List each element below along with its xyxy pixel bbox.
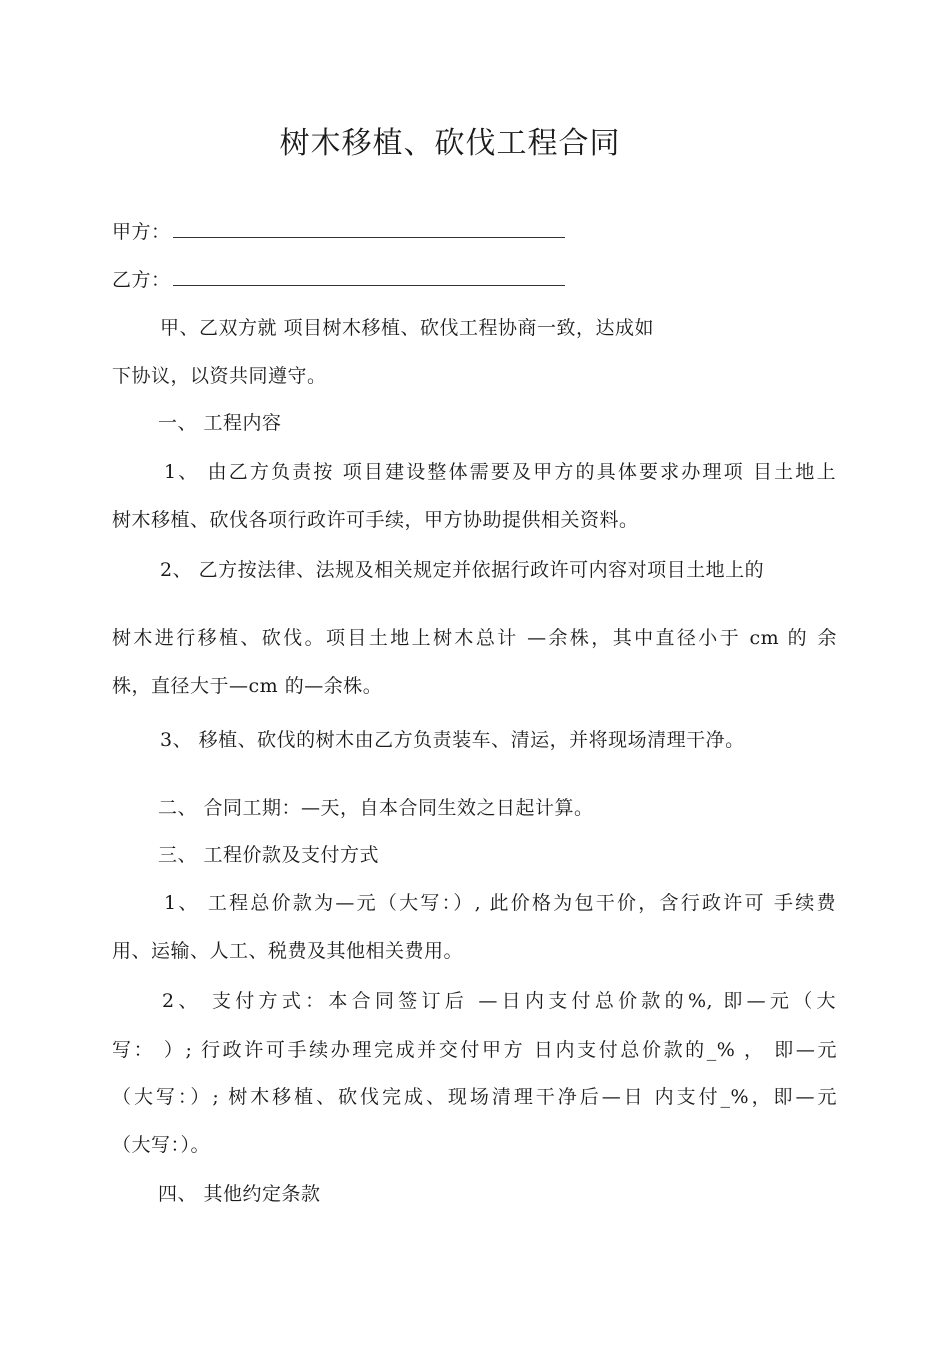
document-title: 树木移植、砍伐工程合同 (279, 126, 621, 161)
clause-3-2-line-2: 写： ）; 行政许可手续办理完成并交付甲方 日内支付总价款的_% ， 即—元 (112, 1039, 837, 1061)
clause-1-1-line-1: 1、 由乙方负责按 项目建设整体需要及甲方的具体要求办理项 目土地上 (164, 461, 836, 483)
clause-1-2-line-3: 株，直径大于—cm 的—余株。 (112, 675, 383, 697)
clause-1-1-line-2: 树木移植、砍伐各项行政许可手续，甲方协助提供相关资料。 (112, 509, 639, 531)
section-heading-1: 一、 工程内容 (158, 412, 282, 434)
party-b-blank (173, 267, 565, 286)
clause-1-2-line-1: 2、 乙方按法律、法规及相关规定并依据行政许可内容对项目土地上的 (160, 559, 765, 581)
party-a-label: 甲方： (112, 221, 171, 243)
clause-1-2-line-2: 树木进行移植、砍伐。项目土地上树木总计 —余株，其中直径小于 cm 的 余 (112, 627, 837, 649)
clause-3-2-line-1: 2、 支付方式：本合同签订后 —日内支付总价款的%, 即—元（大 (162, 990, 836, 1012)
section-heading-3: 三、 工程价款及支付方式 (158, 844, 380, 866)
intro-line-1: 甲、乙双方就 项目树木移植、砍伐工程协商一致，达成如 (160, 317, 655, 339)
clause-3-1-line-2: 用、运输、人工、税费及其他相关费用。 (112, 940, 464, 962)
party-a-row (112, 219, 565, 245)
clause-1-3: 3、 移植、砍伐的树木由乙方负责装车、清运，并将现场清理干净。 (160, 729, 745, 751)
party-b-row (112, 267, 565, 293)
clause-3-2-line-4: （大写：）。 (112, 1134, 211, 1156)
party-a-blank (173, 219, 565, 238)
clause-3-2-line-3: （大写：）; 树木移植、砍伐完成、现场清理干净后—日 内支付_%，即—元 (112, 1086, 837, 1108)
clause-3-1-line-1: 1、 工程总价款为—元（大写：）, 此价格为包干价，含行政许可 手续费 (164, 892, 836, 914)
party-b-label: 乙方： (112, 269, 171, 291)
section-heading-2: 二、 合同工期：—天，自本合同生效之日起计算。 (158, 797, 594, 819)
section-heading-4: 四、 其他约定条款 (158, 1183, 321, 1205)
intro-line-2: 下协议，以资共同遵守。 (112, 365, 327, 387)
